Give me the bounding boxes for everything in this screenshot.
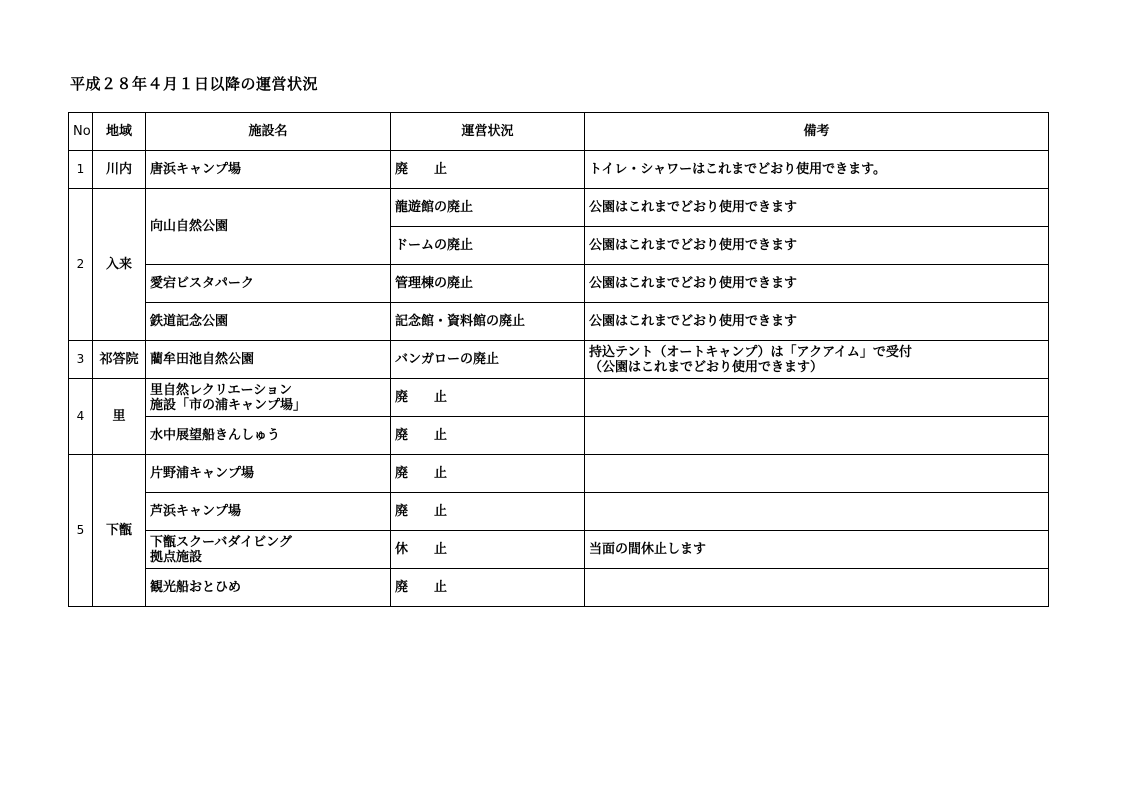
table-row xyxy=(69,379,1049,417)
page-title: 平成２８年４月１日以降の運営状況 xyxy=(70,75,319,93)
facility-line: 下甑スクーバダイビング xyxy=(150,534,292,550)
row-remarks xyxy=(585,341,1049,379)
header-area: 地域 xyxy=(93,113,146,151)
header-remarks: 備考 xyxy=(585,113,1049,151)
row-status: 廃 止 xyxy=(391,493,585,531)
table-row xyxy=(69,265,1049,303)
facility-line: 拠点施設 xyxy=(150,549,203,565)
row-facility: 鉄道記念公園 xyxy=(146,303,391,341)
row-status: 記念館・資料館の廃止 xyxy=(391,303,585,341)
row-status: 廃 止 xyxy=(391,151,585,189)
header-no: No xyxy=(69,113,93,151)
row-remarks: トイレ・シャワーはこれまでどおり使用できます。 xyxy=(585,151,1049,189)
header-status: 運営状況 xyxy=(391,113,585,151)
row-facility: 観光船おとひめ xyxy=(146,569,391,607)
row-status: 休 止 xyxy=(391,531,585,569)
row-status: 廃 止 xyxy=(391,417,585,455)
row-status: 管理棟の廃止 xyxy=(391,265,585,303)
table-row xyxy=(69,189,1049,227)
row-no: 5 xyxy=(69,455,93,607)
row-area: 入来 xyxy=(93,189,146,341)
table-row xyxy=(69,531,1049,569)
row-facility: 愛宕ビスタパーク xyxy=(146,265,391,303)
row-no: 3 xyxy=(69,341,93,379)
table-row xyxy=(69,417,1049,455)
row-remarks xyxy=(585,455,1049,493)
operations-table xyxy=(68,112,1049,607)
table-row xyxy=(69,569,1049,607)
row-no: 2 xyxy=(69,189,93,341)
row-status: バンガローの廃止 xyxy=(391,341,585,379)
row-area: 下甑 xyxy=(93,455,146,607)
row-facility: 水中展望船きんしゅう xyxy=(146,417,391,455)
row-status: ドームの廃止 xyxy=(391,227,585,265)
row-area: 祁答院 xyxy=(93,341,146,379)
table-row xyxy=(69,455,1049,493)
row-status: 廃 止 xyxy=(391,379,585,417)
row-facility xyxy=(146,531,391,569)
row-remarks xyxy=(585,379,1049,417)
row-no: 1 xyxy=(69,151,93,189)
row-status: 龍遊館の廃止 xyxy=(391,189,585,227)
row-remarks xyxy=(585,569,1049,607)
remarks-line: （公園はこれまでどおり使用できます） xyxy=(589,359,824,375)
facility-line: 施設「市の浦キャンプ場」 xyxy=(150,397,307,413)
remarks-line: 持込テント（オートキャンプ）は「アクアイム」で受付 xyxy=(589,344,912,360)
row-area: 里 xyxy=(93,379,146,455)
row-facility: 唐浜キャンプ場 xyxy=(146,151,391,189)
facility-line: 里自然レクリエーション xyxy=(150,382,292,398)
header-facility: 施設名 xyxy=(146,113,391,151)
row-remarks: 公園はこれまでどおり使用できます xyxy=(585,189,1049,227)
row-facility: 片野浦キャンプ場 xyxy=(146,455,391,493)
row-facility: 藺牟田池自然公園 xyxy=(146,341,391,379)
row-remarks: 公園はこれまでどおり使用できます xyxy=(585,303,1049,341)
row-facility: 芦浜キャンプ場 xyxy=(146,493,391,531)
row-remarks xyxy=(585,493,1049,531)
table-row xyxy=(69,341,1049,379)
row-facility: 向山自然公園 xyxy=(146,189,391,265)
row-status: 廃 止 xyxy=(391,569,585,607)
row-status: 廃 止 xyxy=(391,455,585,493)
row-remarks: 当面の間休止します xyxy=(585,531,1049,569)
table-row xyxy=(69,303,1049,341)
row-remarks: 公園はこれまでどおり使用できます xyxy=(585,227,1049,265)
row-facility xyxy=(146,379,391,417)
row-area: 川内 xyxy=(93,151,146,189)
row-no: 4 xyxy=(69,379,93,455)
row-remarks xyxy=(585,417,1049,455)
table-header-row xyxy=(69,113,1049,151)
table-row xyxy=(69,151,1049,189)
table-row xyxy=(69,493,1049,531)
row-remarks: 公園はこれまでどおり使用できます xyxy=(585,265,1049,303)
